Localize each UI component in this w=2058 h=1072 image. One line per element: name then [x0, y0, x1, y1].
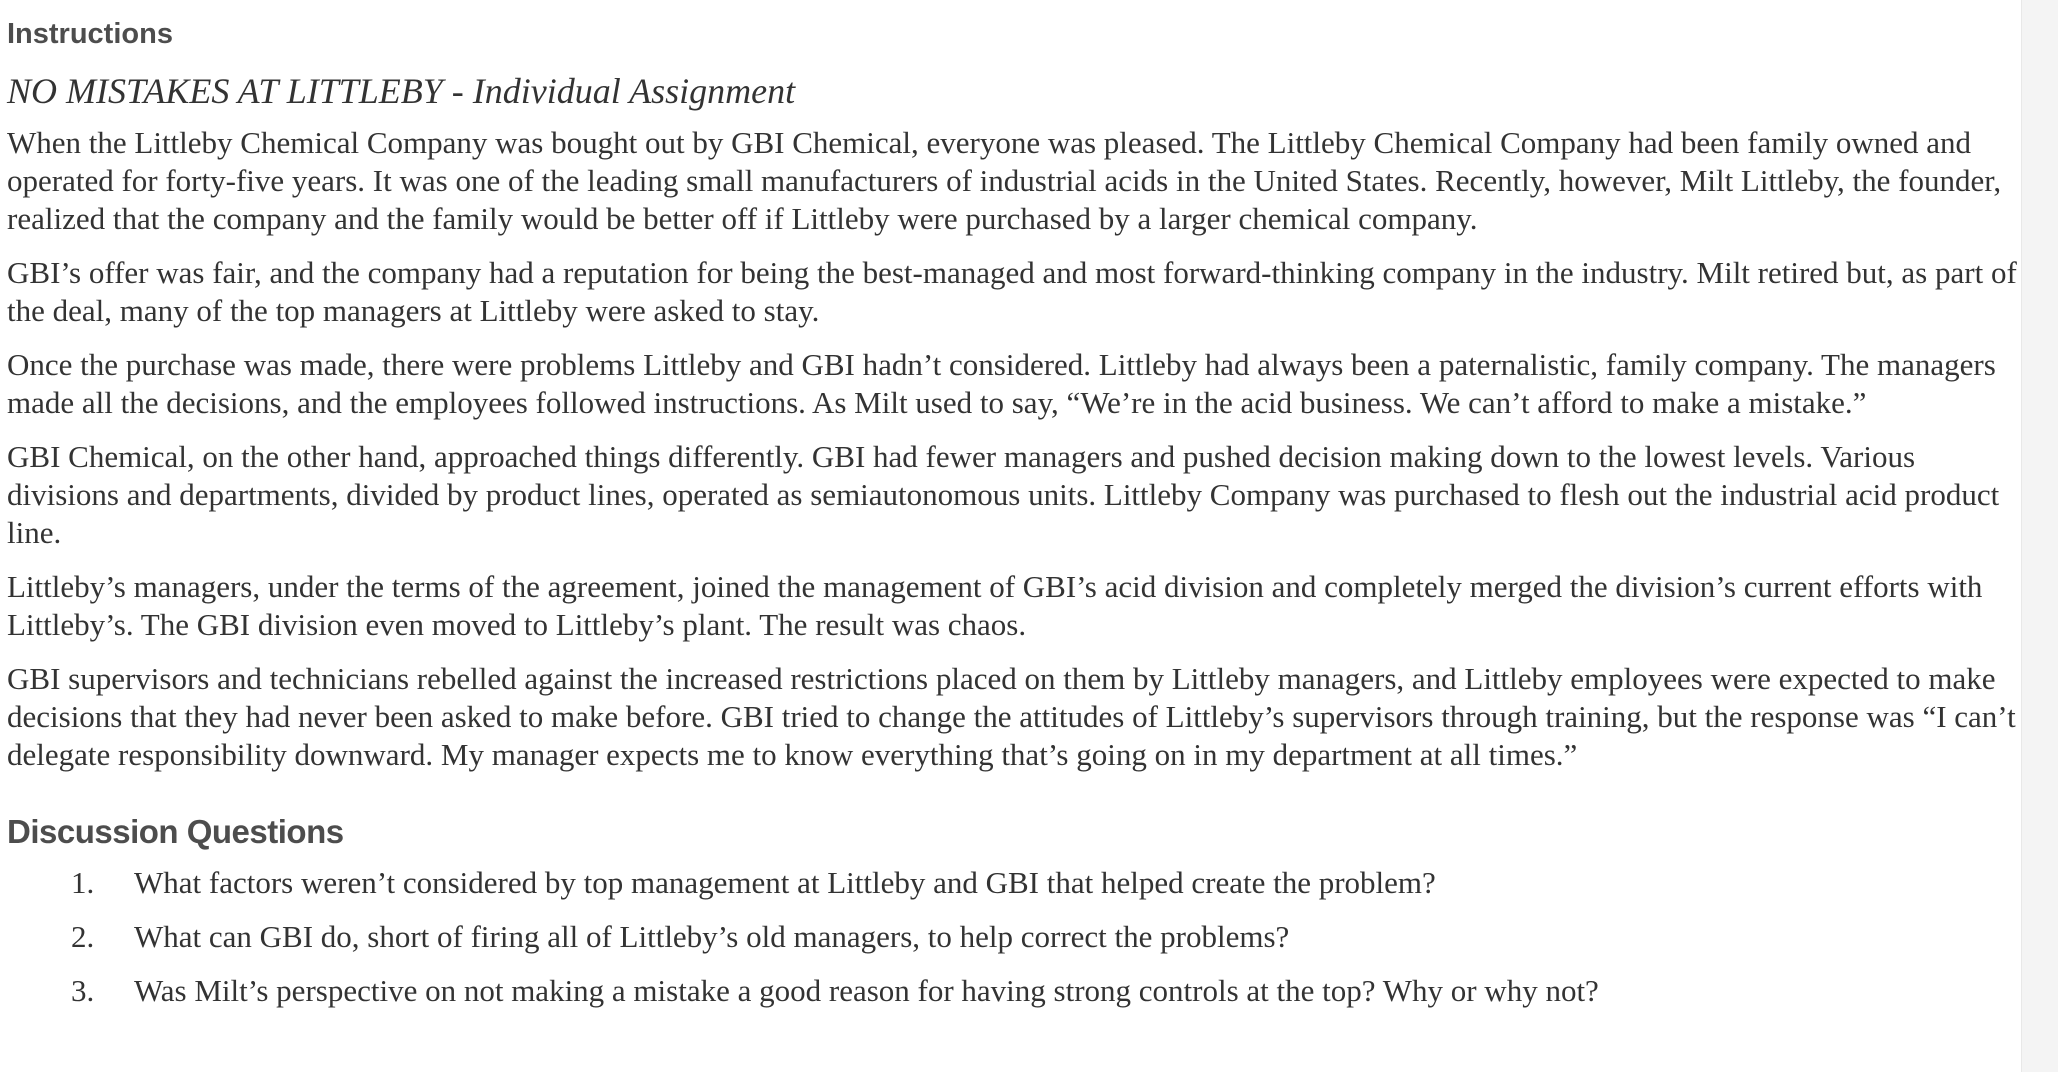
question-number: 2. — [71, 919, 95, 954]
discussion-questions-list — [7, 864, 2019, 1010]
case-story — [7, 124, 2019, 774]
question-text: Was Milt’s perspective on not making a mistake a good reason for having strong controls at the top? Why or why not? — [134, 973, 1599, 1008]
question-item-3 — [7, 972, 2019, 1010]
question-text: What factors weren’t considered by top management at Littleby and GBI that helped create the problem? — [134, 865, 1436, 900]
instructions-content — [7, 14, 2019, 1026]
scrollbar-track[interactable] — [2021, 0, 2058, 1072]
story-paragraph-6: GBI supervisors and technicians rebelled against the increased restrictions placed on them by Littleby managers, and Littleby employees were expected to make decisions that they had never been asked to make before. GBI tried to change the attitudes of Littleby’s supervisors through training, but the response was “I can’t delegate responsibility downward. My manager expects me to know everything that’s going on in my department at all times.” — [7, 661, 2016, 772]
question-number: 1. — [71, 865, 95, 900]
story-paragraph-2: GBI’s offer was fair, and the company had a reputation for being the best-managed and most forward-thinking company in the industry. Milt retired but, as part of the deal, many of the top managers at Littleby were asked to stay. — [7, 255, 2017, 328]
instructions-label: Instructions — [7, 18, 173, 50]
story-paragraph-1: When the Littleby Chemical Company was bought out by GBI Chemical, everyone was pleased. The Littleby Chemical Company had been family owned and operated for forty-five years. It was one of the leading small manufacturers of industrial acids in the United States. Recently, however, Milt Littleby, the founder, realized that the company and the family would be better off if Littleby were purchased by a larger chemical company. — [7, 125, 2002, 236]
story-paragraph-5: Littleby’s managers, under the terms of the agreement, joined the management of GBI’s acid division and completely merged the division’s current efforts with Littleby’s. The GBI division even moved to Littleby’s plant. The result was chaos. — [7, 569, 1983, 642]
question-text: What can GBI do, short of firing all of Littleby’s old managers, to help correct the problems? — [134, 919, 1290, 954]
story-paragraph-3: Once the purchase was made, there were problems Littleby and GBI hadn’t considered. Littleby had always been a paternalistic, family company. The managers made all the decisions, and the employees followed instructions. As Milt used to say, “We’re in the acid business. We can’t afford to make a mistake.” — [7, 347, 1996, 420]
question-item-1 — [7, 864, 2019, 902]
assignment-title: NO MISTAKES AT LITTLEBY - Individual Assignment — [7, 71, 796, 111]
question-number: 3. — [71, 973, 95, 1008]
discussion-questions-heading: Discussion Questions — [7, 813, 344, 850]
story-paragraph-4: GBI Chemical, on the other hand, approached things differently. GBI had fewer managers and pushed decision making down to the lowest levels. Various divisions and departments, divided by product lines, operated as semiautonomous units. Littleby Company was purchased to flesh out the industrial acid product line. — [7, 439, 2000, 550]
question-item-2 — [7, 918, 2019, 956]
